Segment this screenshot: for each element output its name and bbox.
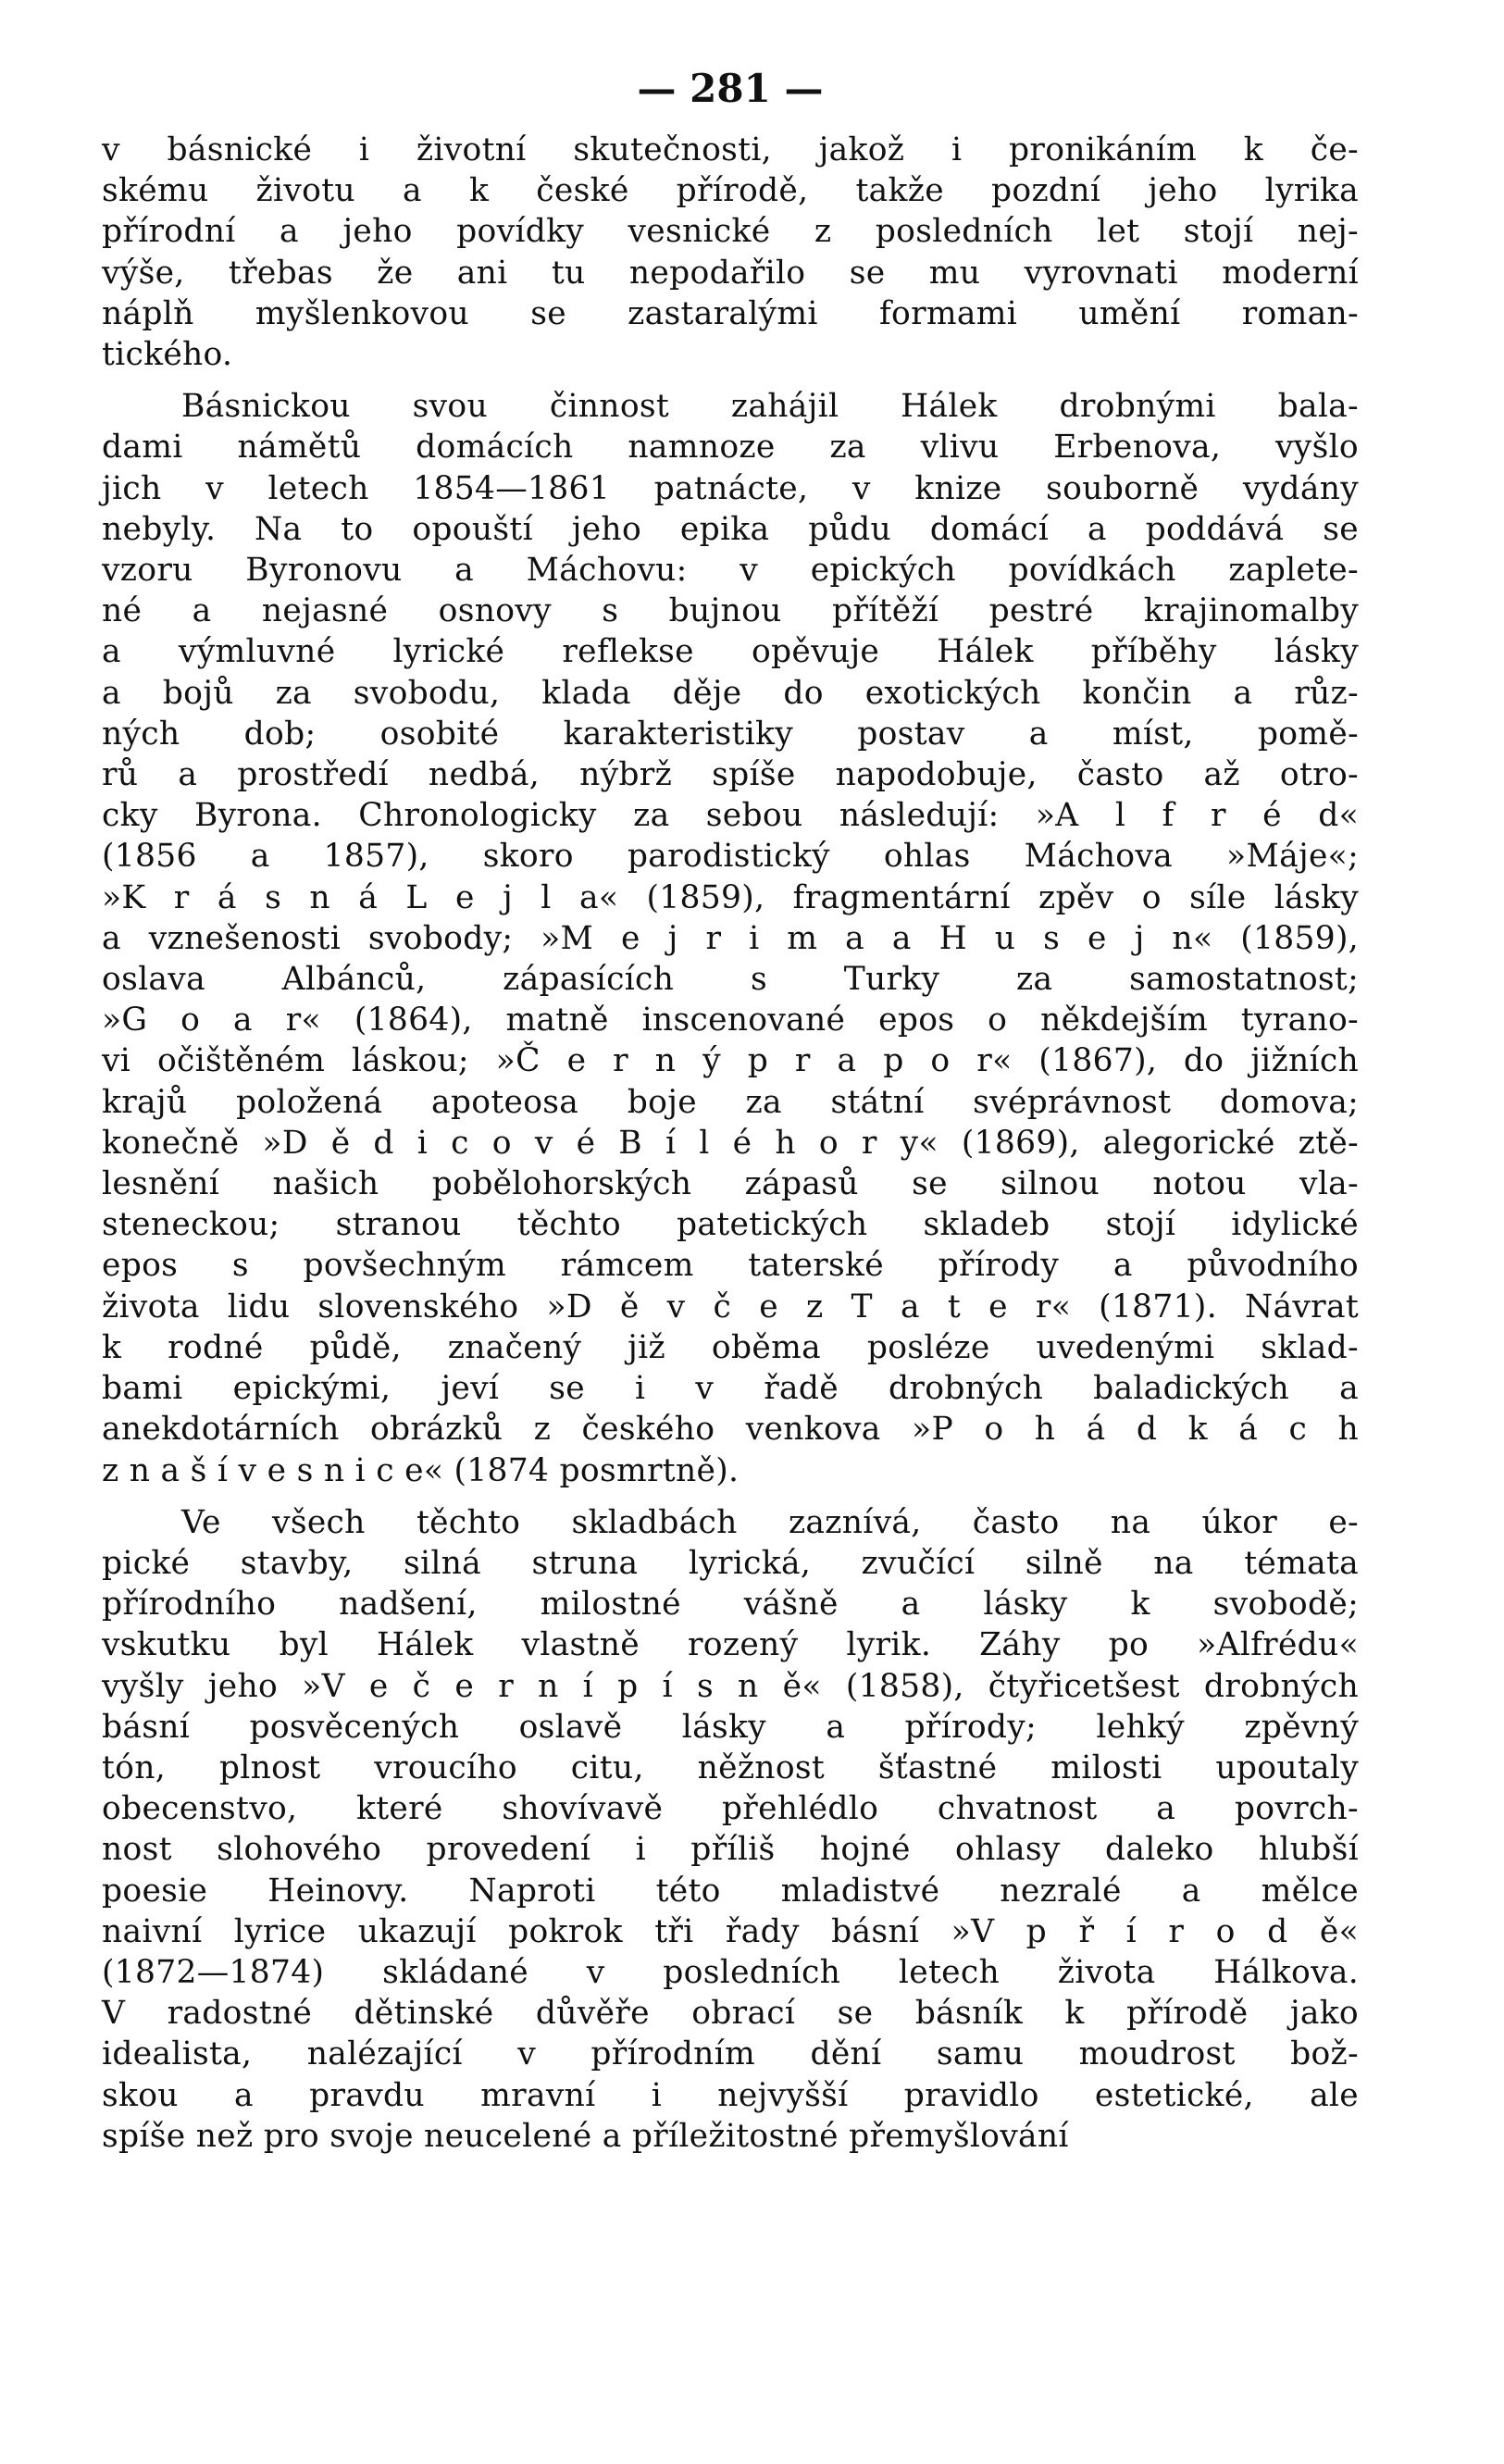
text-line: epos s povšechným rámcem taterské přírody a původního [102,1247,1359,1285]
text-line: Básnickou svou činnost zahájil Hálek drobnými bala- [181,388,1359,426]
text-line: naivní lyrice ukazují pokrok tři řady básní »V p ř í r o d ě« [102,1912,1359,1950]
text-line: z n a š í v e s n i c e« (1874 posmrtně). [102,1451,740,1489]
text-line: lesnění našich pobělohorských zápasů se silnou notou vla- [102,1165,1359,1203]
text-line: nost slohového provedení i příliš hojné ohlasy daleko hlubší [102,1831,1359,1869]
page-number: — 281 — [637,66,824,111]
text-line: (1872—1874) skládané v posledních letech života Hálkova. [102,1953,1359,1991]
text-line: vi očištěném láskou; »Č e r n ý p r a p o r« (1867), do jižních [102,1042,1359,1080]
text-line: vzoru Byronovu a Máchovu: v epických povídkách zaplete- [102,552,1359,590]
text-line: jich v letech 1854—1861 patnácte, v knize souborně vydány [102,469,1359,507]
text-line: nebyly. Na to opouští jeho epika půdu domácí a poddává se [102,510,1359,548]
text-line: tón, plnost vroucího citu, něžnost šťastné milosti upoutaly [102,1748,1359,1786]
text-line: vskutku byl Hálek vlastně rozený lyrik. Záhy po »Alfrédu« [102,1626,1359,1664]
text-line: básní posvěcených oslavě lásky a přírody; lehký zpěvný [102,1708,1359,1746]
text-line: a bojů za svobodu, klada děje do exotických končin a růz- [102,674,1359,712]
text-line: »K r á s n á L e j l a« (1859), fragmentární zpěv o síle lásky [102,878,1359,916]
text-line: konečně »D ě d i c o v é B í l é h o r y« (1869), alegorické ztě- [102,1124,1359,1162]
book-page [102,61,1359,2157]
text-line: spíše než pro svoje neucelené a příležitostné přemyšlování [102,2117,1069,2155]
text-line: Ve všech těchto skladbách zaznívá, často na úkor e- [181,1503,1359,1541]
text-line: tického. [102,336,233,374]
text-line: v básnické i životní skutečnosti, jakož i pronikáním k če- [102,131,1359,168]
text-line: života lidu slovenského »D ě v č e z T a t e r« (1871). Návrat [102,1288,1359,1325]
text-line: né a nejasné osnovy s bujnou přítěží pestré krajinomalby [102,592,1359,630]
text-line: skou a pravdu mravní i nejvyšší pravidlo estetické, ale [102,2076,1359,2114]
text-line: poesie Heinovy. Naproti této mladistvé nezralé a mělce [102,1872,1359,1910]
text-line: a výmluvné lyrické reflekse opěvuje Hálek příběhy lásky [102,633,1359,671]
text-line: oslava Albánců, zápasících s Turky za samostatnost; [102,961,1359,999]
text-line: bami epickými, jeví se i v řadě drobných baladických a [102,1370,1359,1408]
text-line: výše, třebas že ani tu nepodařilo se mu vyrovnati moderní [102,254,1359,292]
text-line: k rodné půdě, značený již oběma posléze uvedenými sklad- [102,1328,1359,1366]
text-line: cky Byrona. Chronologicky za sebou následují: »A l f r é d« [102,797,1359,835]
text-line: obecenstvo, které shovívavě přehlédlo chvatnost a povrch- [102,1790,1359,1828]
text-line: náplň myšlenkovou se zastaralými formami umění roman- [102,294,1359,332]
paragraph-1 [102,130,1359,375]
text-line: dami námětů domácích namnoze za vlivu Erbenova, vyšlo [102,429,1359,467]
text-line: pické stavby, silná struna lyrická, zvučící silně na témata [102,1544,1359,1582]
text-line: steneckou; stranou těchto patetických skladeb stojí idylické [102,1206,1359,1244]
text-line: přírodního nadšení, milostné vášně a lásky k svobodě; [102,1586,1359,1624]
text-line: V radostné dětinské důvěře obrací se básník k přírodě jako [102,1995,1359,2033]
text-line: ných dob; osobité karakteristiky postav a míst, pomě- [102,715,1359,753]
paragraph-2 [102,386,1359,1490]
text-line: skému životu a k české přírodě, takže pozdní jeho lyrika [102,172,1359,210]
text-line: (1856 a 1857), skoro parodistický ohlas Máchova »Máje«; [102,838,1359,876]
text-line: rů a prostředí nedbá, nýbrž spíše napodobuje, často až otro- [102,756,1359,794]
text-line: anekdotárních obrázků z českého venkova »P o h á d k á c h [102,1411,1359,1449]
text-line: krajů položená apoteosa boje za státní svéprávnost domova; [102,1083,1359,1121]
text-line: idealista, nalézající v přírodním dění samu moudrost bož- [102,2035,1359,2073]
paragraph-3 [102,1502,1359,2157]
text-line: a vznešenosti svobody; »M e j r i m a a H u s e j n« (1859), [102,919,1359,957]
text-line: přírodní a jeho povídky vesnické z posledních let stojí nej- [102,213,1359,251]
text-line: vyšly jeho »V e č e r n í p í s n ě« (1858), čtyřicetšest drobných [102,1667,1359,1705]
text-line: »G o a r« (1864), matně inscenované epos o někdejším tyrano- [102,1002,1359,1039]
